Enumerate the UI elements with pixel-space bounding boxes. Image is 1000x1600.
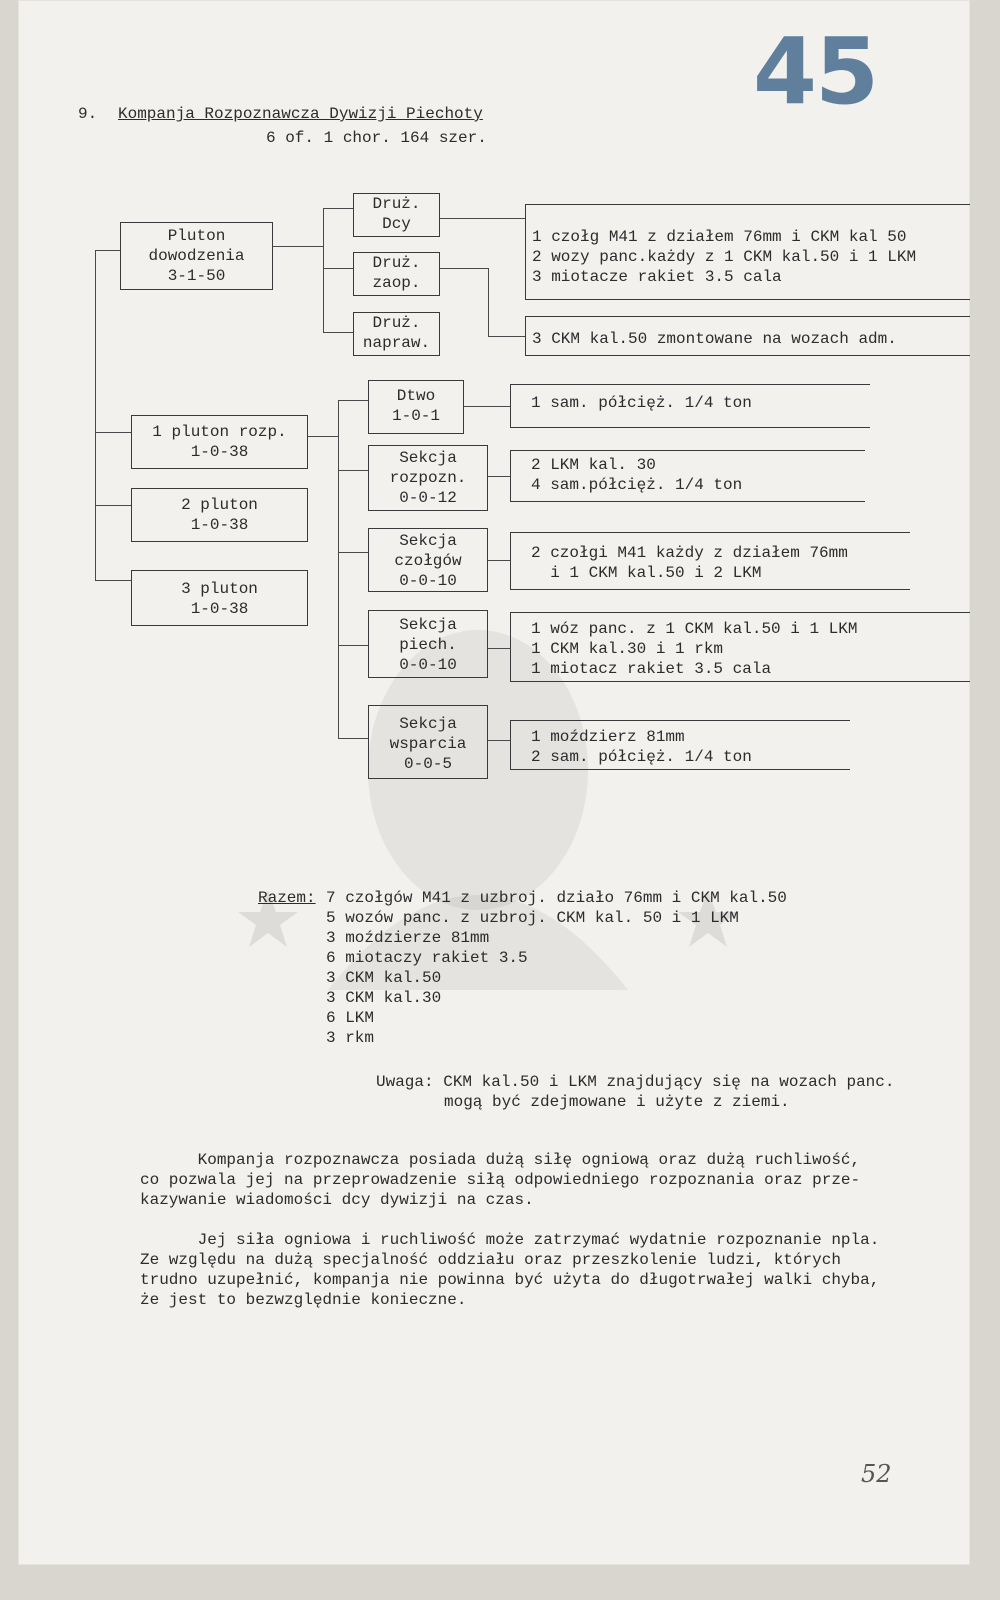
equipment-line: 1 CKM kal.30 i 1 rkm <box>531 640 724 658</box>
hq-equipment-block-1 <box>525 204 970 300</box>
connector-line <box>95 250 96 580</box>
unit-box-platoon-1 <box>131 415 308 469</box>
equipment-dtwo <box>510 384 870 428</box>
unit-box-platoon-3 <box>131 570 308 626</box>
section-box-wsparcia <box>368 705 488 779</box>
page-title-text: Kompanja Rozpoznawcza Dywizji Piechoty <box>118 105 483 123</box>
paragraph-line: Kompanja rozpoznawcza posiada dużą siłę ogniową oraz dużą ruchliwość, <box>140 1151 861 1169</box>
connector-line <box>488 648 510 649</box>
equipment-czolgow <box>510 532 910 590</box>
equipment-line: 2 wozy panc.każdy z 1 CKM kal.50 i 1 LKM <box>532 248 917 266</box>
unit-strength: 6 of. 1 chor. 164 szer. <box>266 129 487 147</box>
connector-line <box>323 268 353 269</box>
squad-box-zaop <box>353 252 440 296</box>
equipment-line: 2 LKM kal. 30 <box>531 456 656 474</box>
hq-equipment-block-2 <box>525 316 970 356</box>
equipment-line: 4 sam.półcięż. 1/4 ton <box>531 476 743 494</box>
equipment-line: 1 wóz panc. z 1 CKM kal.50 i 1 LKM <box>531 620 858 638</box>
unit-box-platoon-2 <box>131 488 308 542</box>
section-label: Sekcja wsparcia 0-0-5 <box>389 715 467 773</box>
equipment-wsparcia <box>510 720 850 770</box>
squad-label: Druż. Dcy <box>372 195 421 233</box>
totals-item: 6 miotaczy rakiet 3.5 <box>326 949 528 967</box>
totals-item: 5 wozów panc. z uzbroj. CKM kal. 50 i 1 LKM <box>326 909 739 927</box>
section-box-dtwo <box>368 380 464 434</box>
section-label: Sekcja piech. 0-0-10 <box>399 616 457 674</box>
connector-line <box>95 505 131 506</box>
totals-list <box>326 888 787 1048</box>
equipment-line: 2 czołgi M41 każdy z działem 76mm <box>531 544 848 562</box>
section-number: 9. <box>78 105 98 123</box>
connector-line <box>464 406 510 407</box>
connector-line <box>338 738 368 739</box>
document-page <box>18 0 970 1565</box>
equipment-line: 2 sam. półcięż. 1/4 ton <box>531 748 752 766</box>
paragraph-line: kazywanie wiadomości dcy dywizji na czas. <box>140 1191 534 1209</box>
connector-line <box>440 268 488 269</box>
squad-label: Druż. zaop. <box>372 254 421 292</box>
connector-line <box>488 476 510 477</box>
squad-box-dcy <box>353 193 440 237</box>
section-label: Dtwo 1-0-1 <box>391 387 440 425</box>
paragraph-1 <box>140 1150 860 1210</box>
note-line-1: Uwaga: CKM kal.50 i LKM znajdujący się na wozach panc. <box>376 1073 895 1091</box>
squad-box-napraw <box>353 312 440 356</box>
connector-line <box>95 250 120 251</box>
totals-item: 6 LKM <box>326 1009 375 1027</box>
paragraph-line: Jej siła ogniowa i ruchliwość może zatrzymać wydatnie rozpoznanie npla. <box>140 1231 880 1249</box>
equipment-piech <box>510 612 970 682</box>
equipment-line: 1 miotacz rakiet 3.5 cala <box>531 660 772 678</box>
connector-line <box>338 470 368 471</box>
page-number-handwritten: 52 <box>861 1460 892 1488</box>
equipment-line: 1 moździerz 81mm <box>531 728 685 746</box>
section-box-piech <box>368 610 488 678</box>
connector-line <box>323 208 324 332</box>
totals-item: 3 CKM kal.30 <box>326 989 442 1007</box>
connector-line <box>323 208 353 209</box>
equipment-line: 1 czołg M41 z działem 76mm i CKM kal 50 <box>532 228 907 246</box>
section-label: Sekcja rozpozn. 0-0-12 <box>389 449 467 507</box>
connector-line <box>488 268 489 336</box>
connector-line <box>338 400 368 401</box>
paragraph-line: co pozwala jej na przeprowadzenie siłą odpowiedniego rozpoznania oraz prze- <box>140 1171 861 1189</box>
totals-label-text: Razem: <box>258 889 316 907</box>
paragraph-2 <box>140 1230 879 1310</box>
connector-line <box>95 580 131 581</box>
totals-item: 3 rkm <box>326 1029 375 1047</box>
note-line-2: mogą być zdejmowane i użyte z ziemi. <box>444 1093 790 1111</box>
connector-line <box>95 432 131 433</box>
page-title <box>118 104 483 124</box>
unit-box-hq-platoon <box>120 222 273 290</box>
connector-line <box>338 400 339 738</box>
equipment-line: 3 CKM kal.50 zmontowane na wozach adm. <box>532 330 897 348</box>
paragraph-line: trudno uzupełnić, kompanja nie powinna być użyta do długotrwałej walki chyba, <box>140 1271 880 1289</box>
connector-line <box>488 740 510 741</box>
connector-line <box>440 218 525 219</box>
section-box-rozpozn <box>368 445 488 511</box>
equipment-line: 1 sam. półcięż. 1/4 ton <box>531 394 752 412</box>
totals-label <box>258 888 316 908</box>
section-label: Sekcja czołgów 0-0-10 <box>394 532 462 590</box>
paragraph-line: że jest to bezwzględnie konieczne. <box>140 1291 467 1309</box>
unit-label: Pluton dowodzenia 3-1-50 <box>148 227 245 285</box>
equipment-rozpozn <box>510 450 865 502</box>
totals-item: 3 CKM kal.50 <box>326 969 442 987</box>
connector-line <box>488 336 525 337</box>
totals-item: 3 moździerze 81mm <box>326 929 490 947</box>
equipment-line: i 1 CKM kal.50 i 2 LKM <box>531 564 762 582</box>
connector-line <box>338 645 368 646</box>
equipment-line: 3 miotacze rakiet 3.5 cala <box>532 268 782 286</box>
unit-label: 2 pluton 1-0-38 <box>181 496 258 534</box>
unit-label: 3 pluton 1-0-38 <box>181 580 258 618</box>
page-number-stamp: 45 <box>753 18 878 125</box>
unit-label: 1 pluton rozp. 1-0-38 <box>152 423 287 461</box>
connector-line <box>488 560 510 561</box>
section-box-czolgow <box>368 528 488 592</box>
squad-label: Druż. napraw. <box>362 314 431 352</box>
connector-line <box>308 436 338 437</box>
connector-line <box>323 332 353 333</box>
paragraph-line: Ze względu na dużą specjalność oddziału oraz przeszkolenie ludzi, których <box>140 1251 841 1269</box>
connector-line <box>338 552 368 553</box>
totals-item: 7 czołgów M41 z uzbroj. działo 76mm i CKM kal.50 <box>326 889 787 907</box>
connector-line <box>273 246 323 247</box>
